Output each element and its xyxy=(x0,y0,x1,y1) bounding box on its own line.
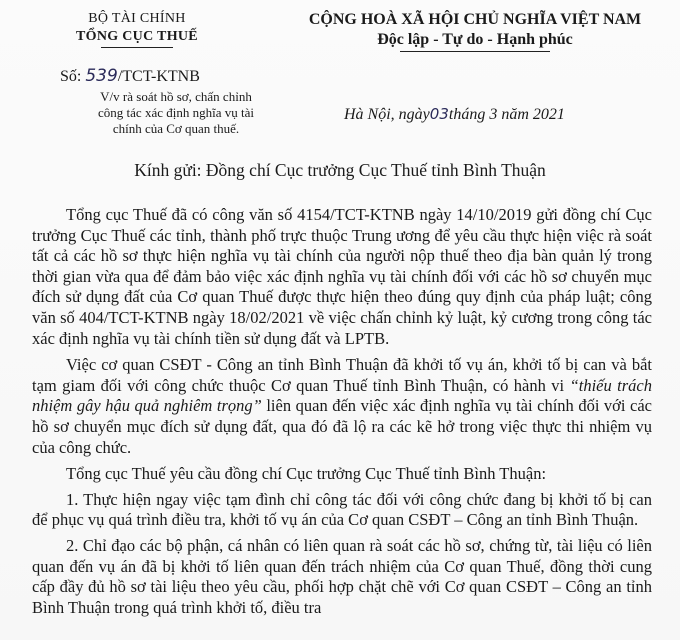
paragraph-incident xyxy=(32,355,652,458)
quoted-offense: “thiếu trách nhiệm gây hậu quả nghiêm trọng” xyxy=(32,375,652,416)
motto-divider xyxy=(400,51,550,52)
ministry-name: BỘ TÀI CHÍNH xyxy=(88,11,186,26)
request-item-1: 1. Thực hiện ngay việc tạm đình chỉ công tác đối với công chức đang bị khởi tố bị can để phục vụ quá trình điều tra, khởi tố vụ án của Cơ quan CSĐT – Công an tỉnh Bình Thuận. xyxy=(32,489,652,530)
paragraph-text: Việc cơ quan CSĐT - Công an tỉnh Bình Thuận đã khởi tố vụ án, khởi tố bị can và bắt tạm giam đối với công chức thuộc Cơ quan Thuế tỉnh Bình Thuận, có hành vi xyxy=(32,355,652,395)
document-number-prefix: Số: xyxy=(60,68,86,85)
document-number xyxy=(60,66,200,87)
department-name: TỔNG CỤC THUẾ xyxy=(76,29,198,44)
document-body xyxy=(32,205,652,624)
header-divider xyxy=(101,47,173,48)
paragraph-request-intro: Tổng cục Thuế yêu cầu đồng chí Cục trưởng Cục Thuế tỉnh Bình Thuận: xyxy=(66,464,547,484)
document-number-suffix: /TCT-KTNB xyxy=(117,68,200,85)
document-date xyxy=(344,105,565,124)
document-subject xyxy=(56,89,296,137)
nation-name: CỘNG HOÀ XÃ HỘI CHỦ NGHĨA VIỆT NAM xyxy=(308,11,642,28)
issuing-agency-header xyxy=(22,10,252,48)
recipient-line: Kính gửi: Đồng chí Cục trưởng Cục Thuế tỉnh Bình Thuận xyxy=(134,160,546,180)
subject-line: chính của Cơ quan thuế. xyxy=(112,121,240,136)
date-prefix: Hà Nội, ngày xyxy=(344,106,430,123)
date-day-handwritten: 03 xyxy=(429,105,449,123)
subject-line: công tác xác định nghĩa vụ tài xyxy=(98,105,254,120)
request-item-2: 2. Chỉ đạo các bộ phận, cá nhân có liên quan rà soát các hồ sơ, chứng từ, tài liệu có liên quan đến vụ án đã bị khởi tố liên quan đến trách nhiệm của Cơ quan Thuế, đồng thời cung cấp đầy đủ hồ sơ tài liệu theo yêu cầu, phối hợp chặt chẽ với Cơ quan CSĐT – Công an tỉnh Bình Thuận trong quá trình khởi tố, điều tra xyxy=(32,535,652,617)
paragraph-text: liên quan đến việc xác định nghĩa vụ tài chính đối với các hồ sơ chuyển mục đích sử dụng đất, qua đó đã lộ ra các kẽ hở trong việc thực thi nhiệm vụ của công chức. xyxy=(32,396,652,457)
date-suffix: tháng 3 năm 2021 xyxy=(448,106,565,123)
document-number-handwritten: 539 xyxy=(85,66,118,86)
national-header xyxy=(290,10,660,52)
paragraph-background: Tổng cục Thuế đã có công văn số 4154/TCT-KTNB ngày 14/10/2019 gửi đồng chí Cục trưởng Cục Thuế các tỉnh, thành phố trực thuộc Trung ương để yêu cầu thực hiện việc rà soát tất cả các hồ sơ thực hiện nghĩa vụ tài chính của người nộp thuế theo địa bàn quản lý trong thời gian vừa qua để đảm bảo việc xác định nghĩa vụ tài chính đối với các hồ sơ chuyển mục đích sử dụng đất của Cơ quan Thuế được thực hiện theo đúng quy định của pháp luật; công văn số 404/TCT-KTNB ngày 18/02/2021 về việc chấn chỉnh kỷ luật, kỷ cương trong công tác xác định nghĩa vụ tài chính tiền sử dụng đất và LPTB. xyxy=(32,205,652,348)
subject-line: V/v rà soát hồ sơ, chấn chỉnh xyxy=(100,89,252,104)
national-motto: Độc lập - Tự do - Hạnh phúc xyxy=(377,31,573,48)
